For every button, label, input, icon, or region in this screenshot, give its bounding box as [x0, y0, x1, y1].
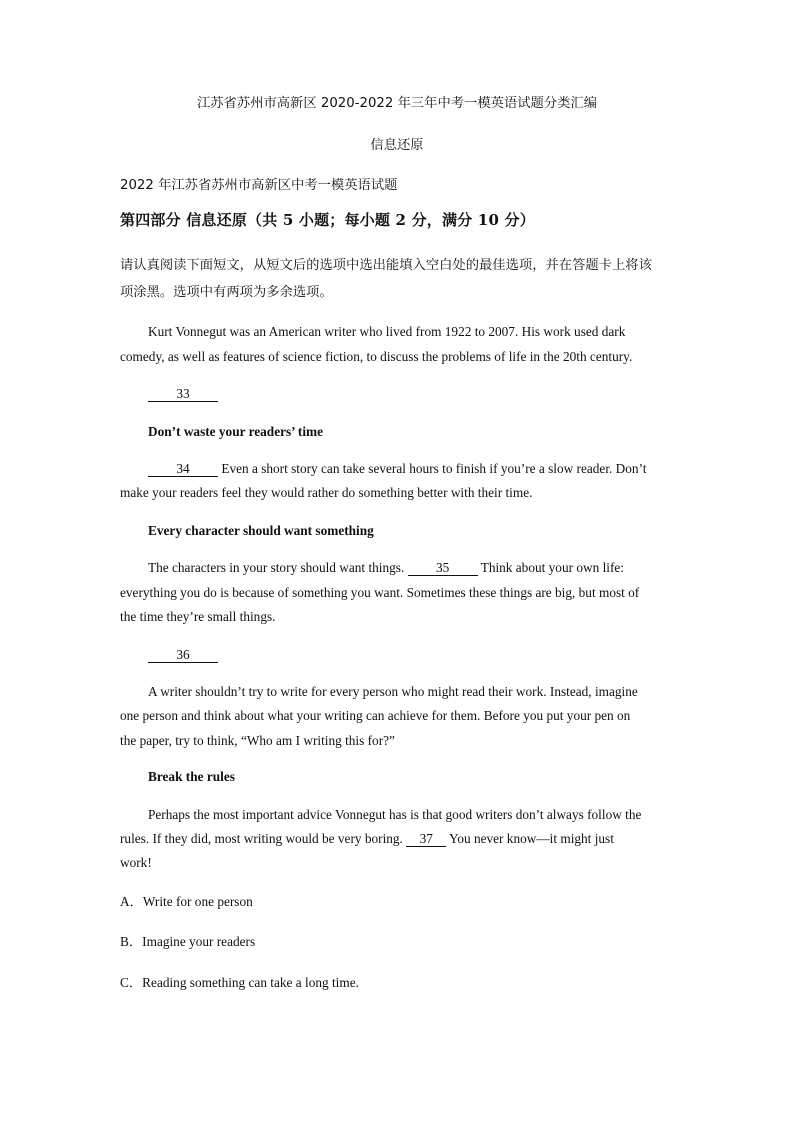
option-a: [120, 894, 253, 910]
paragraph-1-line-2: comedy, as well as features of science fiction, to discuss the problems of life in the 20th century.: [120, 349, 633, 364]
exam-name: 2022 年江苏省苏州市高新区中考一模英语试题: [120, 178, 398, 193]
paragraph-3-text-b: Think about your own life:: [477, 560, 624, 575]
paragraph-3-line-1: [148, 560, 624, 576]
paragraph-3-line-2: everything you do is because of something you want. Sometimes these things are big, but most of: [120, 585, 640, 600]
option-text: Imagine your readers: [142, 934, 256, 949]
paragraph-4-line-3: the paper, try to think, “Who am I writing this for?”: [120, 733, 395, 748]
paragraph-3-text-a: The characters in your story should want things.: [148, 560, 408, 575]
option-letter: B．: [120, 934, 143, 949]
option-letter: C．: [120, 975, 143, 990]
paragraph-5-text-b: You never know—it might just: [446, 831, 614, 846]
blank-number: 33: [148, 387, 218, 402]
option-b: [120, 934, 255, 950]
blank-35: 35: [408, 561, 478, 576]
subheading-readers-time: Don’t waste your readers’ time: [148, 424, 324, 439]
option-letter: A．: [120, 894, 143, 909]
blank-34: 34: [148, 462, 218, 477]
subheading-character-wants: Every character should want something: [148, 523, 374, 538]
option-text: Reading something can take a long time.: [142, 975, 359, 990]
paragraph-2-line-2: make your readers feel they would rather do something better with their time.: [120, 485, 533, 500]
option-text: Write for one person: [142, 894, 253, 909]
paragraph-5-text-a: rules. If they did, most writing would be very boring.: [120, 831, 407, 846]
blank-33: [148, 386, 218, 402]
paragraph-3-line-3: the time they’re small things.: [120, 609, 276, 624]
paragraph-2-text: Even a short story can take several hours to finish if you’re a slow reader. Don’t: [218, 461, 647, 476]
document-title: 江苏省苏州市高新区 2020-2022 年三年中考一模英语试题分类汇编: [196, 96, 598, 111]
blank-37: 37: [406, 832, 446, 847]
option-c: [120, 975, 359, 991]
blank-number: 36: [148, 648, 218, 663]
instructions-line-2: 项涂黑。选项中有两项为多余选项。: [120, 285, 333, 300]
blank-36: [148, 647, 218, 663]
paragraph-2-line-1: [148, 461, 646, 477]
instructions-line-1: 请认真阅读下面短文，从短文后的选项中选出能填入空白处的最佳选项，并在答题卡上将该: [120, 258, 652, 273]
subheading-break-rules: Break the rules: [148, 769, 235, 784]
document-subtitle: 信息还原: [370, 138, 424, 153]
paragraph-5-line-3: work!: [120, 855, 152, 870]
paragraph-4-line-2: one person and think about what your writing can achieve for them. Before you put your pen on: [120, 708, 631, 723]
section-heading: 第四部分 信息还原（共 5 小题；每小题 2 分，满分 10 分）: [120, 211, 535, 229]
paragraph-4-line-1: A writer shouldn’t try to write for every person who might read their work. Instead, imagine: [148, 684, 638, 699]
paragraph-5-line-2: [120, 831, 614, 847]
paragraph-1-line-1: Kurt Vonnegut was an American writer who lived from 1922 to 2007. His work used dark: [148, 324, 626, 339]
paragraph-5-line-1: Perhaps the most important advice Vonnegut has is that good writers don’t always follow the: [148, 807, 642, 822]
